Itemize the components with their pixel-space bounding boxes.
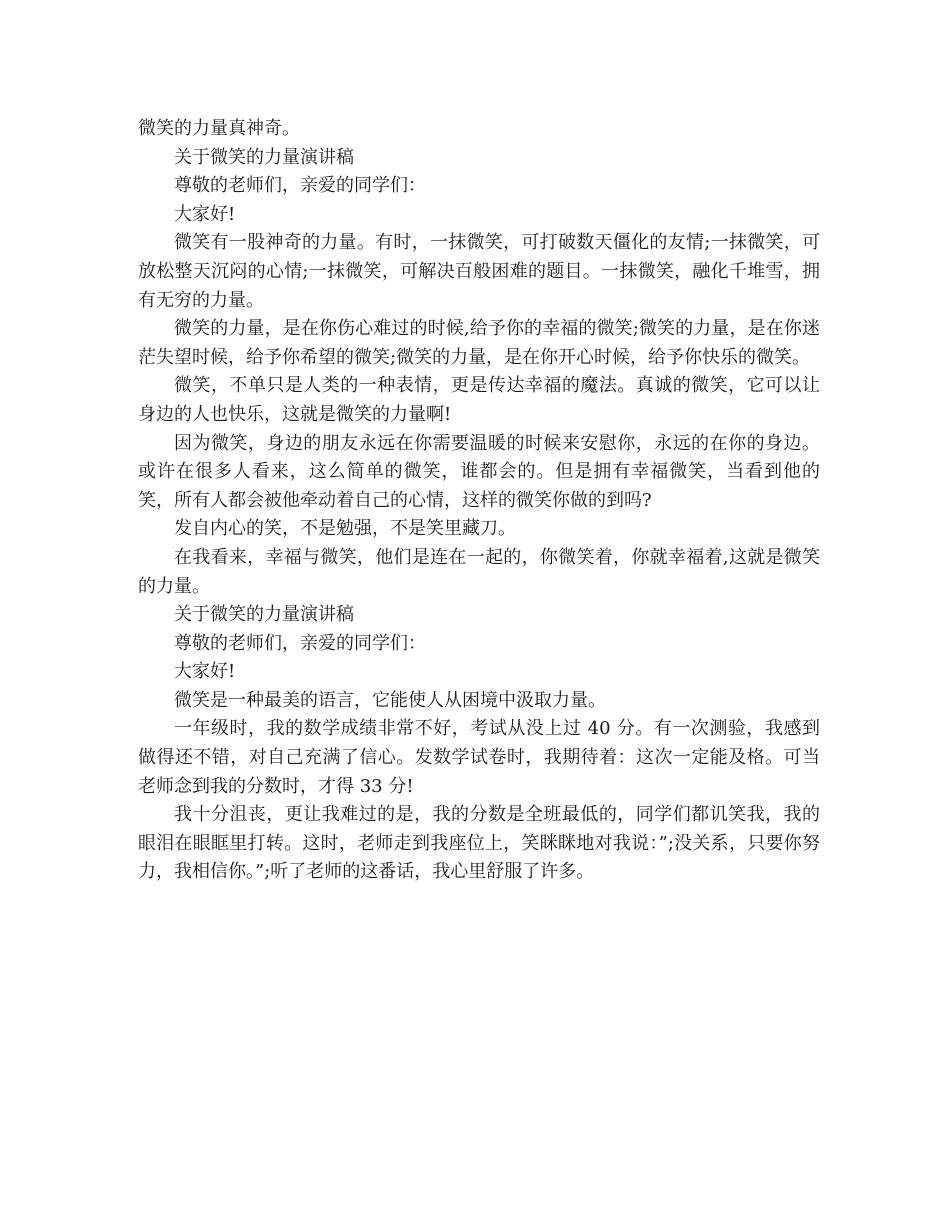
paragraph-13-greeting: 大家好! [174, 661, 236, 683]
paragraph-12-salutation: 尊敬的老师们，亲爱的同学们： [174, 632, 426, 654]
paragraph-5: 微笑有一股神奇的力量。有时，一抹微笑，可打破数天僵化的友情;一抹微笑，可放松整天沉闷的心情;一抹微笑，可解决百般困难的题目。一抹微笑，融化千堆雪，拥有无穷的力量。 [138, 232, 820, 311]
paragraph-9: 发自内心的笑，不是勉强，不是笑里藏刀。 [174, 518, 516, 540]
paragraph-7: 微笑，不单只是人类的一种表情，更是传达幸福的魔法。真诚的微笑，它可以让身边的人也快乐，这就是微笑的力量啊! [138, 375, 820, 425]
paragraph-1: 微笑的力量真神奇。 [138, 118, 300, 139]
paragraph-3-salutation: 尊敬的老师们，亲爱的同学们： [174, 175, 426, 197]
paragraph-10: 在我看来，幸福与微笑，他们是连在一起的，你微笑着，你就幸福着,这就是微笑的力量。 [138, 546, 820, 597]
paragraph-11-heading: 关于微笑的力量演讲稿 [174, 604, 354, 626]
document-page [138, 115, 820, 887]
paragraph-4-greeting: 大家好! [174, 203, 236, 225]
paragraph-8: 因为微笑，身边的朋友永远在你需要温暖的时候来安慰你，永远的在你的身边。或许在很多人看来，这么简单的微笑，谁都会的。但是拥有幸福微笑，当看到他的笑，所有人都会被他牵动着自己的心情，这样的微笑你做的到吗? [138, 432, 820, 511]
paragraph-6: 微笑的力量，是在你伤心难过的时候,给予你的幸福的微笑;微笑的力量，是在你迷茫失望时候，给予你希望的微笑;微笑的力量，是在你开心时候，给予你快乐的微笑。 [138, 318, 820, 368]
paragraph-2-heading: 关于微笑的力量演讲稿 [174, 146, 354, 168]
paragraph-15: 一年级时，我的数学成绩非常不好，考试从没上过 40 分。有一次测验，我感到做得还不错，对自己充满了信心。发数学试卷时，我期待着：这次一定能及格。可当老师念到我的分数时，才得 33 分! [138, 718, 820, 797]
paragraph-14: 微笑是一种最美的语言，它能使人从困境中汲取力量。 [174, 689, 606, 711]
paragraph-16: 我十分沮丧，更让我难过的是，我的分数是全班最低的，同学们都讥笑我，我的眼泪在眼眶里打转。这时，老师走到我座位上，笑眯眯地对我说：”;没关系，只要你努力，我相信你。”;听了老师的这番话，我心里舒服了许多。 [138, 804, 820, 883]
